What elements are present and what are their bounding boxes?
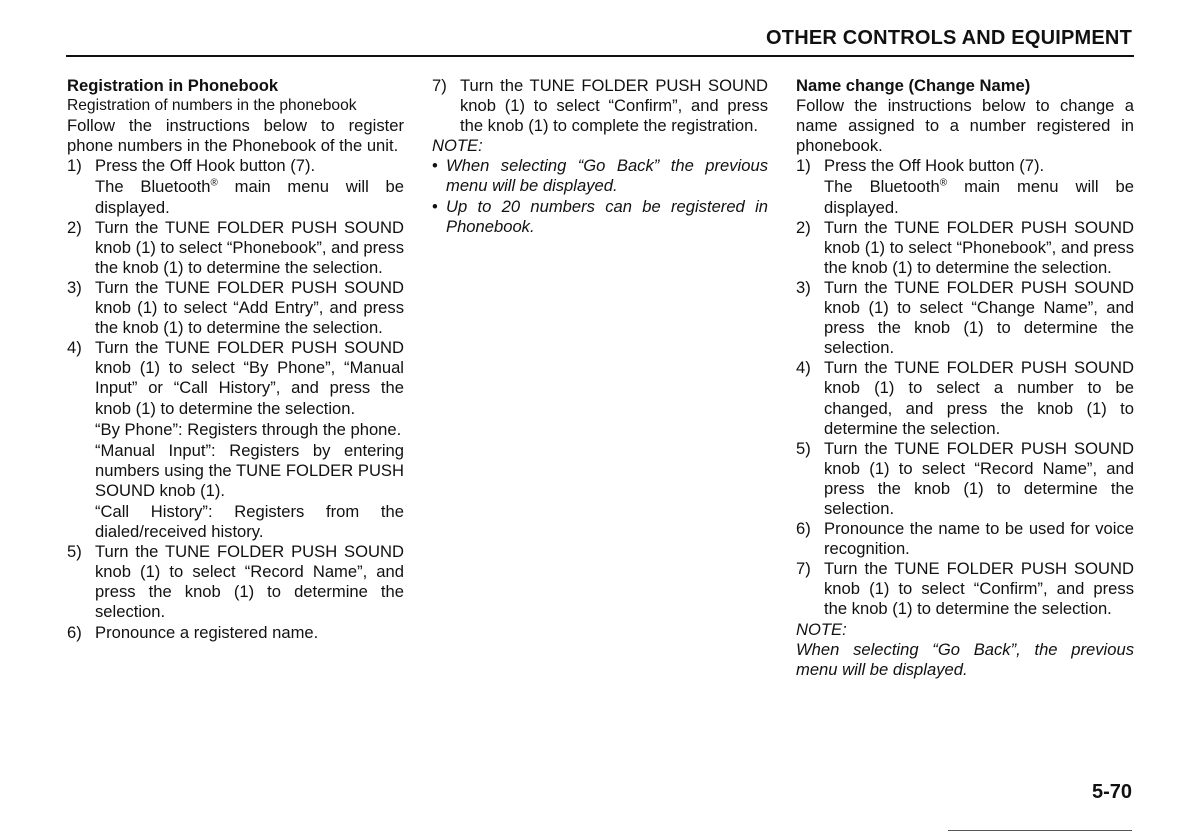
- step-text: Turn the TUNE FOLDER PUSH SOUND knob (1) to select “Phonebook”, and press the knob (1) to determine the selection.: [95, 217, 405, 277]
- header-divider: [66, 55, 1134, 57]
- section-heading: Name change (Change Name): [796, 76, 1031, 95]
- step-text: Turn the TUNE FOLDER PUSH SOUND knob (1) to select a number to be changed, and press the knob (1) to determine the selection.: [824, 358, 1134, 438]
- step-number: 7): [432, 76, 447, 95]
- step-item: [796, 358, 1134, 438]
- step-text: Turn the TUNE FOLDER PUSH SOUND knob (1) to select “Add Entry”, and press the knob (1) to determine the selection.: [95, 277, 404, 338]
- step-text: Turn the TUNE FOLDER PUSH SOUND knob (1) to select “Change Name”, and press the knob (1) to determine the selection.: [824, 277, 1134, 358]
- registered-mark: ®: [939, 177, 948, 189]
- step-number: 1): [67, 156, 82, 176]
- step-item: [67, 278, 404, 338]
- step-text: Press the Off Hook button (7).: [95, 156, 316, 176]
- step-text: Pronounce a registered name.: [95, 622, 319, 642]
- registered-mark: ®: [210, 177, 218, 189]
- step-text: Turn the TUNE FOLDER PUSH SOUND knob (1) to select “By Phone”, “Manual Input” or “Call History”, and press the knob (1) to determine the selection.: [95, 338, 404, 418]
- step-item: [67, 218, 404, 278]
- note-item: [432, 156, 768, 196]
- step-number: 5): [796, 438, 811, 458]
- bullet-icon: •: [432, 156, 438, 176]
- intro-paragraph: Follow the instructions below to change a name assigned to a number registered in phonebook.: [796, 96, 1134, 156]
- step-text: Pronounce the name to be used for voice recognition.: [824, 519, 1134, 559]
- step-item: [67, 156, 404, 217]
- step-item: [796, 559, 1134, 619]
- bullet-icon: •: [432, 196, 438, 216]
- step-text: Turn the TUNE FOLDER PUSH SOUND knob (1) to select “Record Name”, and press the knob (1) to determine the selection.: [95, 542, 404, 622]
- step-number: 5): [67, 542, 82, 562]
- section-heading: Registration in Phonebook: [67, 76, 279, 95]
- step-number: 2): [67, 217, 82, 237]
- note-label: NOTE:: [796, 619, 847, 639]
- step-text: Turn the TUNE FOLDER PUSH SOUND knob (1) to select “Confirm”, and press the knob (1) to complete the registration.: [460, 76, 768, 136]
- step-item: [796, 278, 1134, 358]
- step-number: 6): [796, 519, 811, 539]
- step-item: [796, 156, 1134, 217]
- note-text: Up to 20 numbers can be registered in Phonebook.: [446, 196, 768, 236]
- step-number: 2): [796, 217, 811, 237]
- note-text: When selecting “Go Back”, the previous menu will be displayed.: [796, 639, 1134, 679]
- step-text: Turn the TUNE FOLDER PUSH SOUND knob (1) to select “Confirm”, and press the knob (1) to determine the selection.: [824, 559, 1134, 619]
- middle-column: [432, 76, 768, 237]
- step-text: Turn the TUNE FOLDER PUSH SOUND knob (1) to select “Phonebook”, and press the knob (1) to determine the selection.: [824, 217, 1134, 277]
- step-item: [67, 623, 404, 643]
- step-number: 3): [796, 277, 811, 297]
- step-number: 3): [67, 277, 82, 297]
- option-manual-input: “Manual Input”: Registers by entering numbers using the TUNE FOLDER PUSH SOUND knob (1).: [95, 440, 404, 500]
- subheading: Registration of numbers in the phonebook: [67, 97, 357, 115]
- step-number: 1): [796, 156, 811, 176]
- step-detail: The Bluetooth® main menu will be displayed.: [95, 177, 404, 217]
- page-number: 5-70: [1091, 781, 1132, 803]
- option-by-phone: “By Phone”: Registers through the phone.: [95, 419, 402, 439]
- step-number: 4): [67, 338, 82, 358]
- step-item: [67, 542, 404, 622]
- step-item: [796, 519, 1134, 559]
- footer-divider: [948, 830, 1132, 831]
- step-item: [67, 338, 404, 542]
- option-call-history: “Call History”: Registers from the dialed/received history.: [95, 501, 404, 542]
- step-number: 6): [67, 622, 82, 642]
- step-text: Turn the TUNE FOLDER PUSH SOUND knob (1) to select “Record Name”, and press the knob (1) to determine the selection.: [824, 438, 1134, 518]
- step-number: 7): [796, 559, 811, 579]
- note-label: NOTE:: [432, 136, 483, 156]
- step-item: [796, 439, 1134, 519]
- step-text: Press the Off Hook button (7).: [824, 156, 1045, 176]
- note-item: [432, 197, 768, 237]
- step-number: 4): [796, 358, 811, 378]
- left-column: [67, 76, 404, 643]
- note-text: When selecting “Go Back” the previous menu will be displayed.: [446, 156, 768, 196]
- section-title: OTHER CONTROLS AND EQUIPMENT: [766, 27, 1132, 49]
- step-item: [796, 218, 1134, 278]
- right-column: [796, 76, 1134, 680]
- intro-paragraph: Follow the instructions below to register phone numbers in the Phonebook of the unit.: [67, 116, 404, 156]
- step-item: [432, 76, 768, 136]
- step-detail: The Bluetooth® main menu will be displayed.: [824, 177, 1134, 217]
